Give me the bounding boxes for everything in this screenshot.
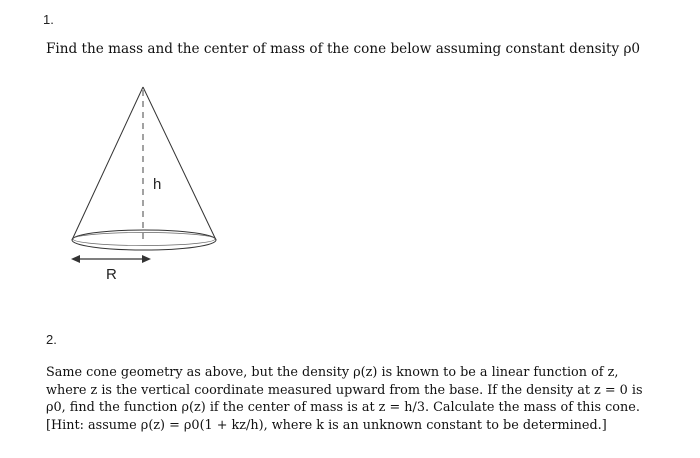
- problem-1-statement: Find the mass and the center of mass of the cone below assuming constant density ρ0: [46, 41, 641, 57]
- radius-label: R: [106, 266, 117, 283]
- cone-right-side: [143, 87, 216, 240]
- cone-base: [72, 230, 216, 250]
- problem-2-line: where z is the vertical coordinate measured upward from the base. If the density at z = 0 is: [46, 382, 643, 398]
- cone-figure: [60, 78, 230, 293]
- problem-2-line: Same cone geometry as above, but the density ρ(z) is known to be a linear function of z,: [46, 365, 619, 380]
- problem-2-number: 2.: [46, 332, 57, 347]
- cone-base-inner: [73, 233, 215, 246]
- problem-2-statement: [46, 364, 643, 434]
- radius-arrow-right-head: [142, 255, 151, 263]
- radius-arrow-left-head: [71, 255, 80, 263]
- problem-2-line: [Hint: assume ρ(z) = ρ0(1 + kz/h), where k is an unknown constant to be determined.]: [46, 417, 607, 433]
- cone-left-side: [72, 87, 143, 240]
- height-label: h: [153, 176, 162, 193]
- problem-1-number: 1.: [43, 12, 54, 27]
- problem-2-line: ρ0, find the function ρ(z) if the center of mass is at z = h/3. Calculate the mass of this cone.: [46, 400, 640, 415]
